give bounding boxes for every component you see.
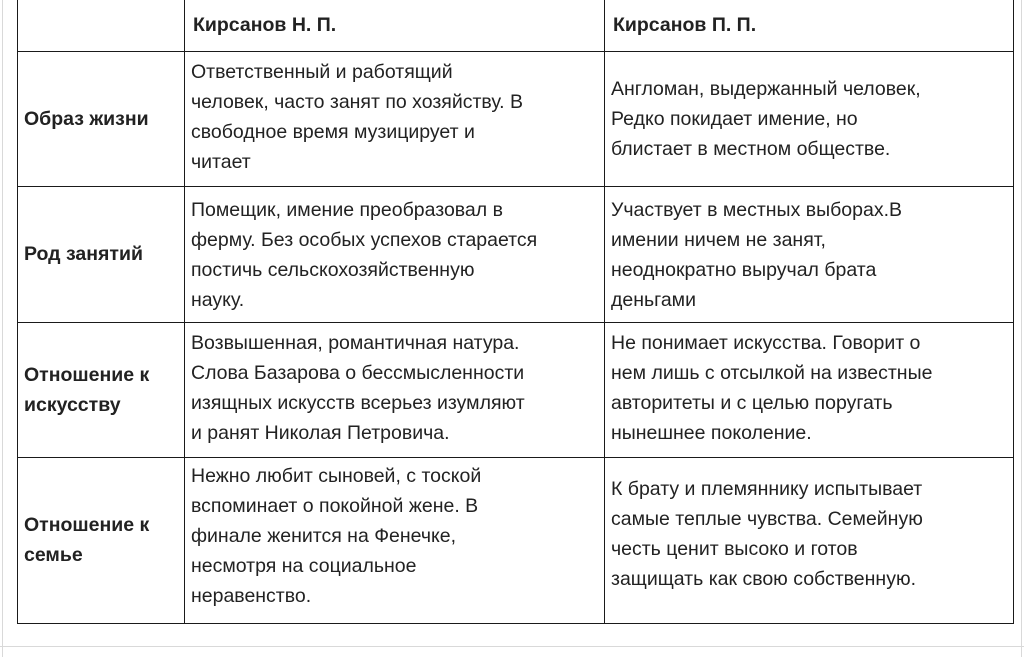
header-kirsanov-pp: Кирсанов П. П.: [605, 0, 1014, 51]
header-row: [18, 0, 1014, 51]
row-label-occupation: Род занятий: [18, 186, 185, 322]
cell-np-family: Нежно любит сыновей, с тоской вспоминает о покойной жене. В финале женится на Фенечке, несмотря на социальное неравенство.: [185, 457, 605, 623]
table-row: [18, 322, 1014, 457]
table-row: [18, 186, 1014, 322]
cell-np-occupation: Помещик, имение преобразовал в ферму. Без особых успехов старается постичь сельскохозяйственную науку.: [185, 186, 605, 322]
row-label-lifestyle: Образ жизни: [18, 51, 185, 186]
cell-np-art: Возвышенная, романтичная натура. Слова Базарова о бессмысленности изящных искусств всерьез изумляют и ранят Николая Петровича.: [185, 322, 605, 457]
row-label-art: Отношение к искусству: [18, 322, 185, 457]
table-row: [18, 457, 1014, 623]
frame-edge-bottom: [0, 646, 1024, 647]
comparison-table: [17, 0, 1014, 624]
cell-pp-occupation: Участвует в местных выборах.В имении ничем не занят, неоднократно выручал брата деньгами: [605, 186, 1014, 322]
cell-pp-art: Не понимает искусства. Говорит о нем лишь с отсылкой на известные авторитеты и с целью поругать нынешнее поколение.: [605, 322, 1014, 457]
cell-np-lifestyle: Ответственный и работящий человек, часто занят по хозяйству. В свободное время музицирует и читает: [185, 51, 605, 186]
table-row: [18, 51, 1014, 186]
frame-edge-right: [1021, 0, 1022, 657]
frame-edge-left: [2, 0, 3, 657]
header-empty-cell: [18, 0, 185, 51]
row-label-family: Отношение к семье: [18, 457, 185, 623]
cell-pp-lifestyle: Англоман, выдержанный человек, Редко покидает имение, но блистает в местном обществе.: [605, 51, 1014, 186]
header-kirsanov-np: Кирсанов Н. П.: [185, 0, 605, 51]
cell-pp-family: К брату и племяннику испытывает самые теплые чувства. Семейную честь ценит высоко и готов защищать как свою собственную.: [605, 457, 1014, 623]
